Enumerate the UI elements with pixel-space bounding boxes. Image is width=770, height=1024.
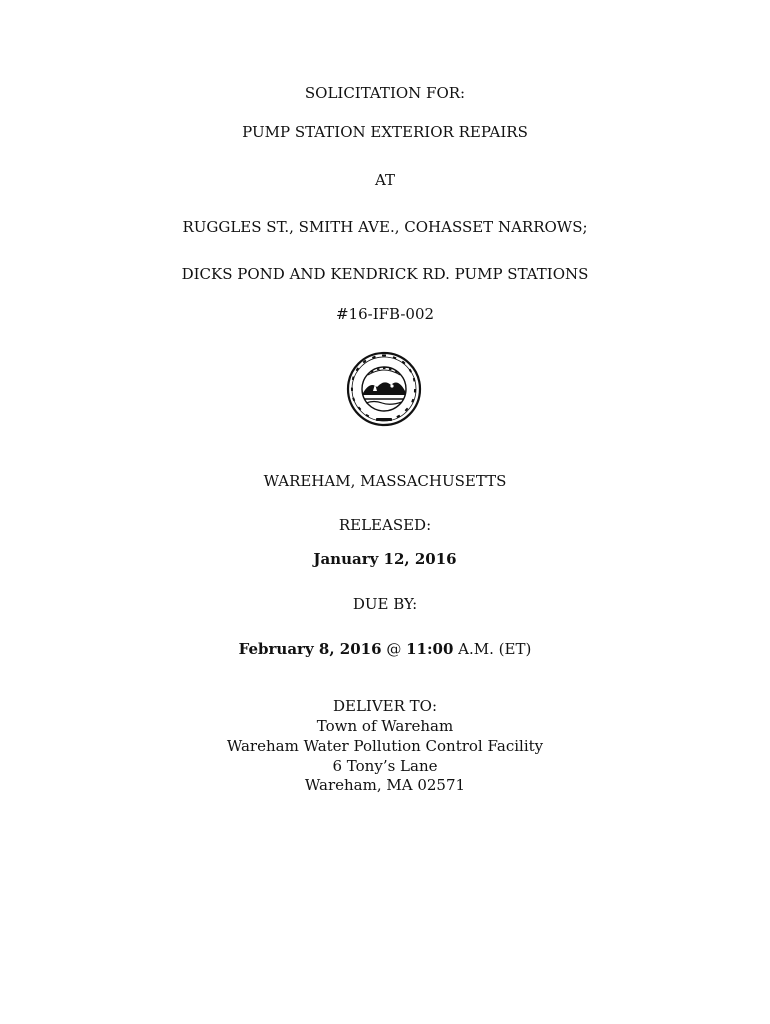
deliver-to-label: DELIVER TO: bbox=[332, 697, 438, 715]
solicitation-for-label: SOLICITATION FOR: bbox=[304, 84, 466, 102]
town-seal-icon bbox=[346, 351, 422, 427]
due-time-suffix: A.M. (ET) bbox=[458, 640, 532, 658]
deliver-address-line-3: 6 Tony’s Lane bbox=[332, 757, 438, 775]
released-label: RELEASED: bbox=[338, 516, 432, 534]
due-at-symbol: @ bbox=[386, 640, 402, 658]
deliver-address-line-4: Wareham, MA 02571 bbox=[304, 776, 466, 794]
locations-line-2: DICKS POND AND KENDRICK RD. PUMP STATIONS bbox=[181, 265, 589, 283]
at-label: AT bbox=[374, 171, 396, 189]
town-seal-graphic bbox=[346, 351, 422, 427]
locations-line-1: RUGGLES ST., SMITH AVE., COHASSET NARROWS; bbox=[182, 218, 588, 236]
released-date: January 12, 2016 bbox=[313, 550, 457, 568]
due-date-line bbox=[0, 639, 770, 659]
bid-number: #16-IFB-002 bbox=[335, 305, 435, 323]
due-time: 11:00 bbox=[406, 640, 454, 658]
due-by-label: DUE BY: bbox=[352, 595, 418, 613]
deliver-address-line-1: Town of Wareham bbox=[316, 717, 454, 735]
project-title: PUMP STATION EXTERIOR REPAIRS bbox=[242, 123, 528, 141]
due-date: February 8, 2016 bbox=[238, 640, 382, 658]
deliver-address-line-2: Wareham Water Pollution Control Facility bbox=[226, 737, 544, 755]
town-state: WAREHAM, MASSACHUSETTS bbox=[263, 472, 507, 490]
